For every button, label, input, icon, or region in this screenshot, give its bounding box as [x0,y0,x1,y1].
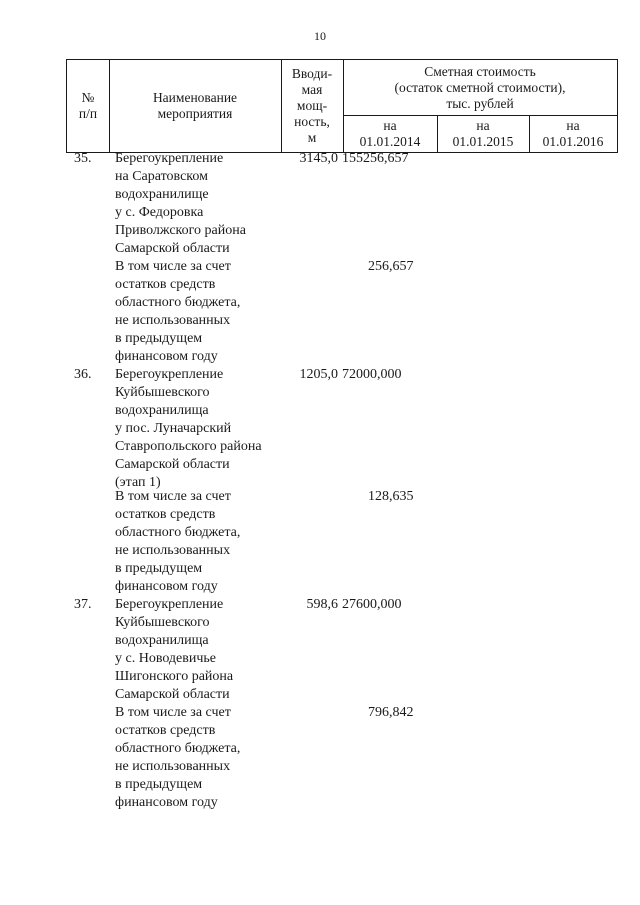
row-cost-2014: 72000,000 [342,367,402,382]
row-subname: В том числе за счет остатков средств областного бюджета, не использованных в предыдущем финансовом году [115,259,241,364]
row-power: 598,6 [306,597,338,612]
header-col-power: Вводи- мая мощ- ность, м [291,66,333,145]
row-subname: В том числе за счет остатков средств областного бюджета, не использованных в предыдущем финансовом году [115,489,241,594]
row-name: Берегоукрепление Куйбышевского водохранилища у пос. Луначарский Ставропольского района Самарской области (этап 1) [115,367,262,490]
row-subcost: 796,842 [368,705,414,720]
row-number: 35. [74,151,92,166]
row-power: 3145,0 [299,151,338,166]
row-name: Берегоукрепление Куйбышевского водохранилища у с. Новодевичье Шигонского района Самарской области [115,597,234,702]
row-power: 1205,0 [299,367,338,382]
table-header [66,59,618,153]
row-name: Берегоукрепление на Саратовском водохранилище у с. Федоровка Приволжского района Самарской области [115,151,246,256]
header-col-date-2016: на 01.01.2016 [542,117,604,149]
row-subname: В том числе за счет остатков средств областного бюджета, не использованных в предыдущем финансовом году [115,705,241,810]
row-subcost: 128,635 [368,489,414,504]
header-col-date-2015: на 01.01.2015 [452,117,514,149]
header-col-name: Наименование мероприятия [152,90,238,121]
header-col-cost-group: Сметная стоимость (остаток сметной стоимости), тыс. рублей [394,63,566,111]
row-cost-2014: 155256,657 [342,151,409,166]
header-col-number: № п/п [78,90,98,121]
row-cost-2014: 27600,000 [342,597,402,612]
page-number: 10 [314,29,326,43]
row-number: 37. [74,597,92,612]
row-subcost: 256,657 [368,259,414,274]
row-number: 36. [74,367,92,382]
header-col-date-2014: на 01.01.2014 [359,117,421,149]
